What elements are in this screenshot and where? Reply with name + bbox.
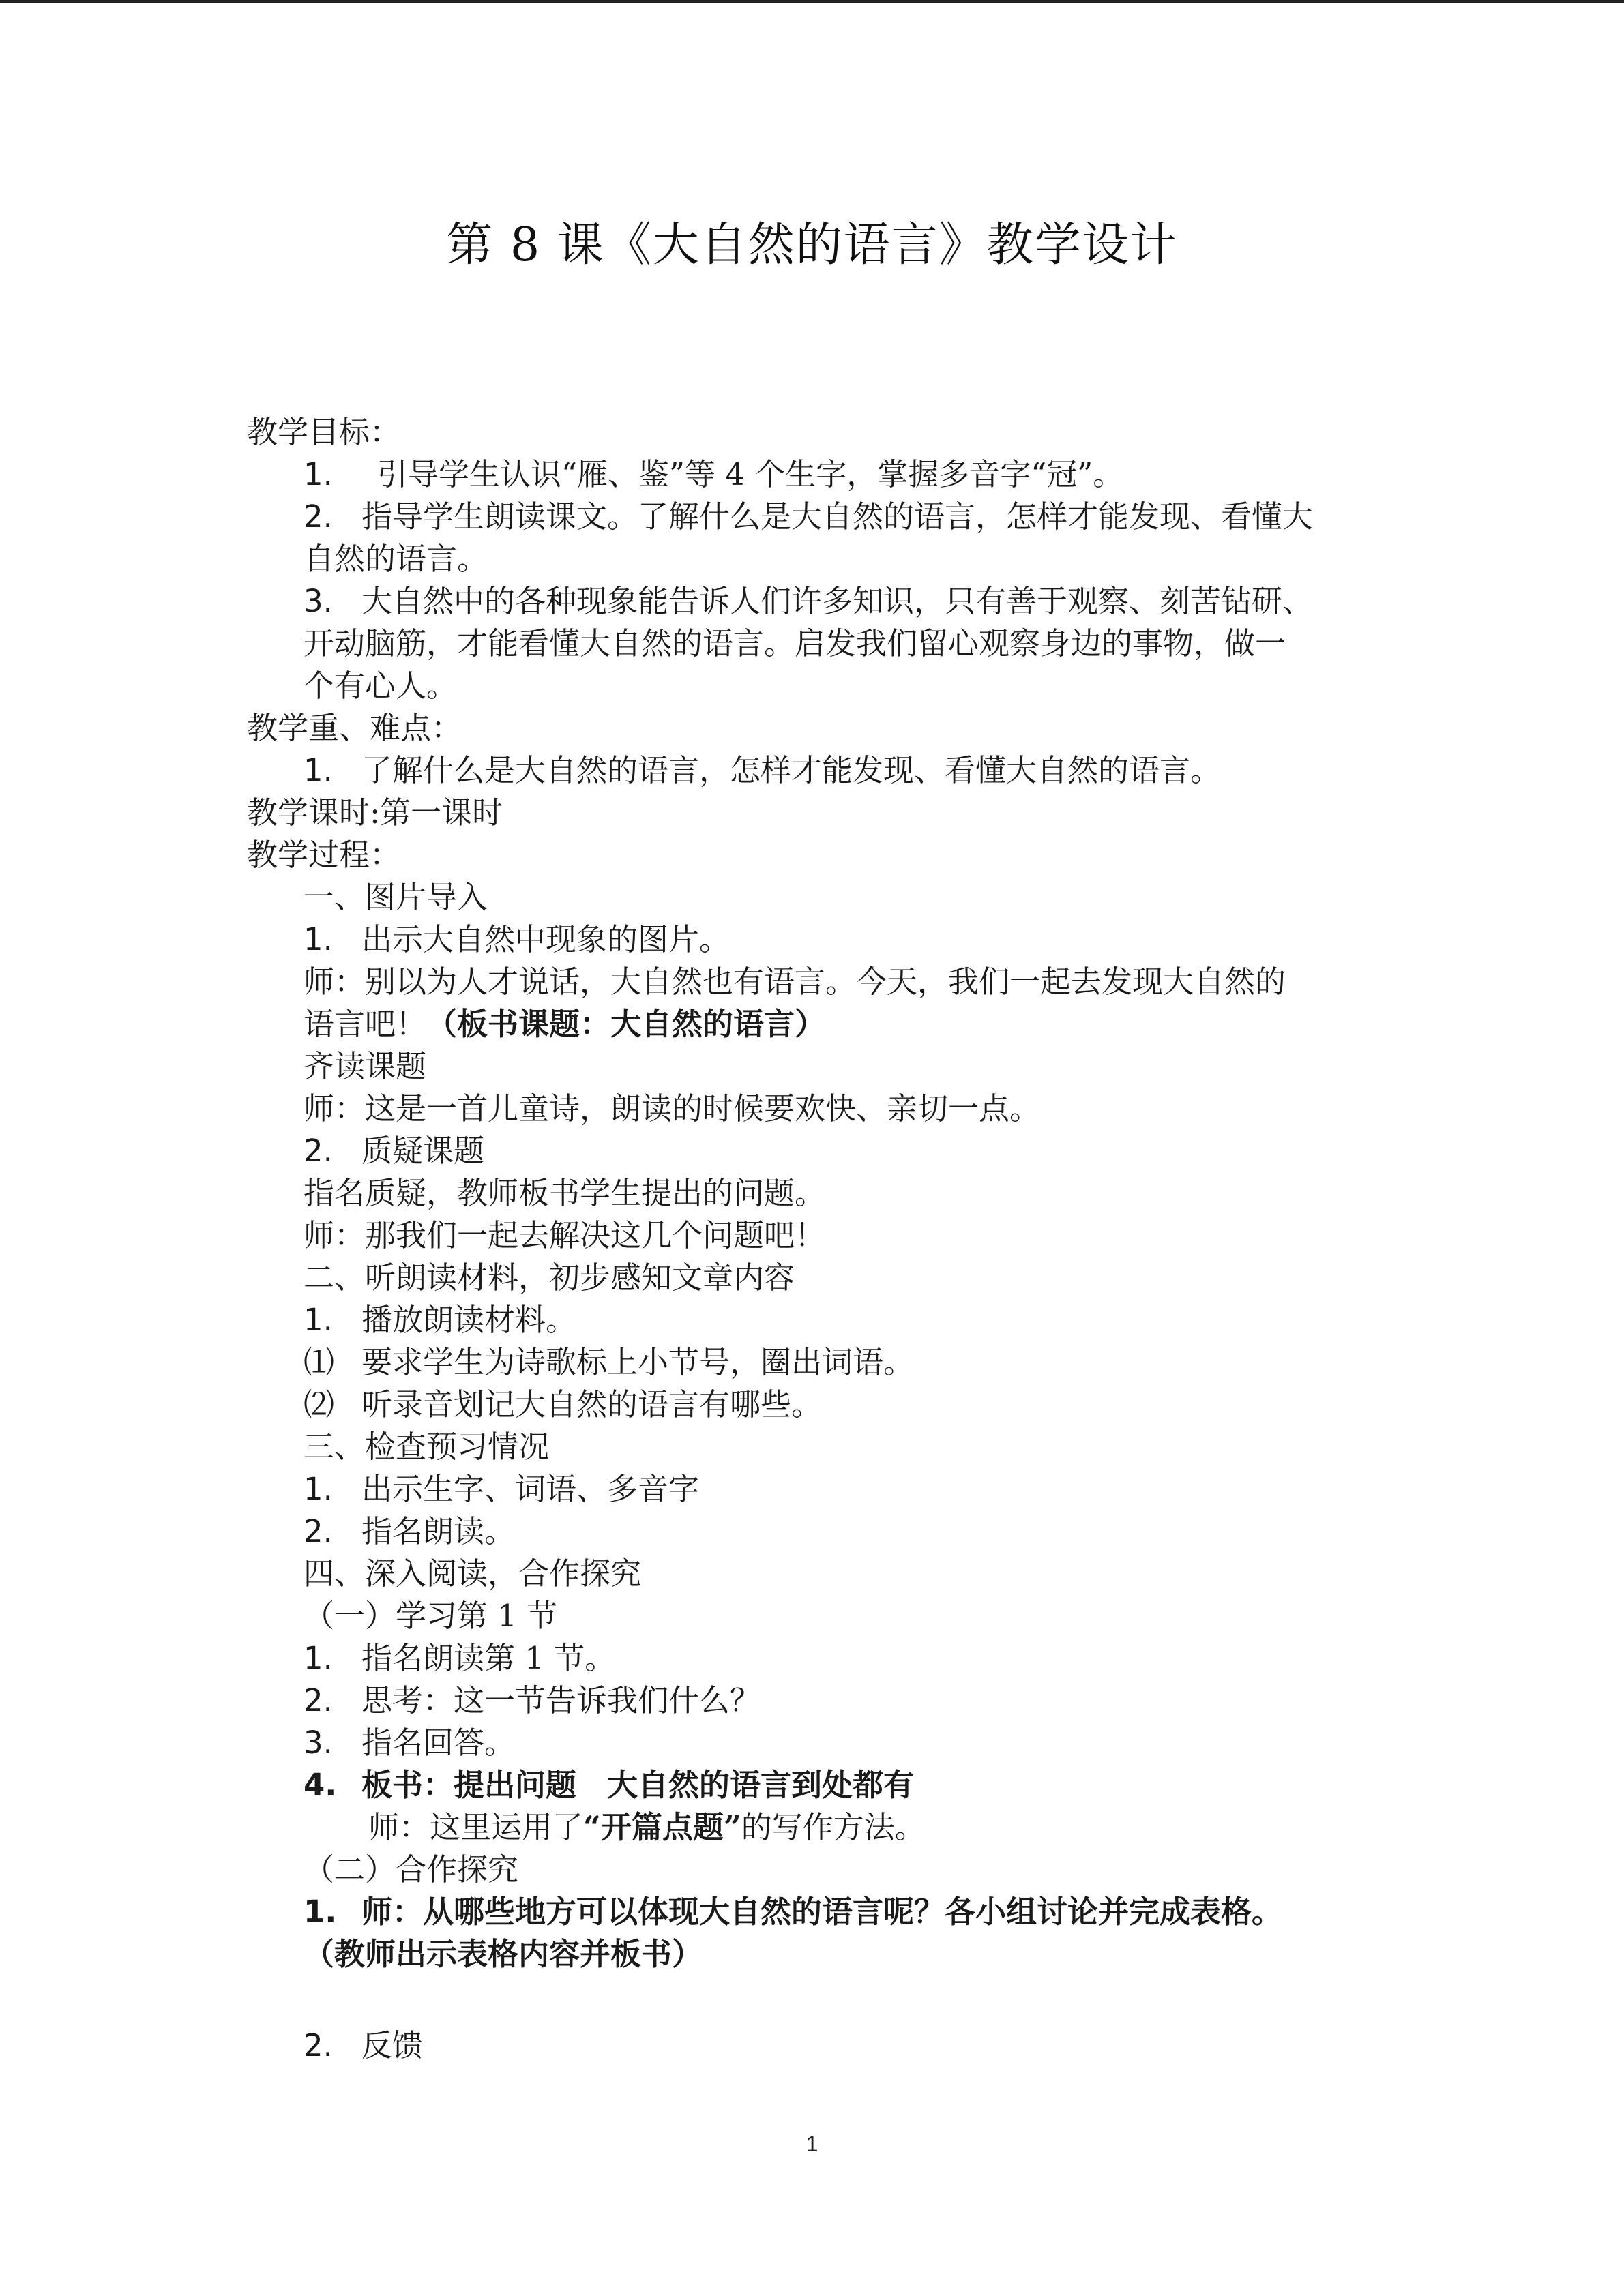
part-1-item-3-text: 指名回答。 bbox=[361, 1725, 516, 1761]
section-2-item-1-number: 1. bbox=[304, 1302, 333, 1338]
objective-1-text: 引导学生认识“雁、鉴”等 4 个生字，掌握多音字“冠”。 bbox=[377, 456, 1124, 492]
objectives-heading: 教学目标： bbox=[247, 414, 401, 450]
part-1-item-1-text: 指名朗读第 1 节。 bbox=[361, 1640, 616, 1676]
part-2-item-1-text-line2: （教师出示表格内容并板书） bbox=[304, 1936, 703, 1972]
part-1-item-2-number: 2. bbox=[304, 1682, 333, 1718]
key-point-1-number: 1. bbox=[304, 752, 333, 788]
key-points-heading: 教学重、难点： bbox=[247, 710, 462, 746]
part-1-item-3-number: 3. bbox=[304, 1725, 333, 1761]
section-2-subitem-2-number: ⑵ bbox=[304, 1386, 335, 1422]
part-1-item-2 bbox=[304, 1680, 761, 1722]
section-2-subitem-1 bbox=[304, 1341, 914, 1384]
objective-3-text-line3: 个有心人。 bbox=[304, 668, 458, 704]
teacher-intro-line2 bbox=[304, 1003, 825, 1045]
objective-2-text-line2: 自然的语言。 bbox=[304, 541, 488, 577]
section-4-title: 四、深入阅读，合作探究 bbox=[304, 1555, 642, 1592]
section-1-item-1 bbox=[304, 919, 730, 961]
part-2-item-2 bbox=[304, 2025, 423, 2067]
section-3-item-2-number: 2. bbox=[304, 1513, 333, 1549]
section-1-item-1-number: 1. bbox=[304, 921, 333, 957]
part-1-item-1-number: 1. bbox=[304, 1640, 333, 1676]
teacher-solve-note: 师：那我们一起去解决这几个问题吧！ bbox=[304, 1217, 826, 1253]
section-2-item-1 bbox=[304, 1299, 576, 1341]
part-1-item-2-text: 思考：这一节告诉我们什么？ bbox=[361, 1682, 761, 1718]
teacher-intro-line1: 师：别以为人才说话，大自然也有语言。今天，我们一起去发现大自然的 bbox=[304, 964, 1286, 1000]
teacher-intro-line2-text: 语言吧！ bbox=[304, 1006, 427, 1042]
key-point-item-1 bbox=[304, 749, 1221, 792]
section-3-item-1 bbox=[304, 1468, 699, 1510]
teacher-method-note-post: 的写作方法。 bbox=[741, 1809, 926, 1845]
class-hours: 教学课时:第一课时 bbox=[247, 794, 503, 831]
objective-3-number: 3. bbox=[304, 583, 333, 619]
part-2-item-1-text-line1: 师：从哪些地方可以体现大自然的语言呢？各小组讨论并完成表格。 bbox=[361, 1894, 1283, 1930]
part-1-item-4-text: 板书：提出问题 大自然的语言到处都有 bbox=[361, 1767, 915, 1803]
objective-2-number: 2. bbox=[304, 498, 333, 535]
question-instruction: 指名质疑，教师板书学生提出的问题。 bbox=[304, 1175, 826, 1211]
objective-3-text-line2: 开动脑筋，才能看懂大自然的语言。启发我们留心观察身边的事物，做一 bbox=[304, 625, 1286, 661]
section-1-item-2-text: 质疑课题 bbox=[361, 1133, 485, 1169]
objective-item-2 bbox=[304, 496, 1313, 538]
section-2-subitem-1-number: ⑴ bbox=[304, 1344, 335, 1380]
section-2-subitem-1-text: 要求学生为诗歌标上小节号，圈出词语。 bbox=[361, 1344, 915, 1380]
part-1-item-3 bbox=[304, 1722, 515, 1764]
part-1-item-4-number: 4. bbox=[304, 1767, 337, 1803]
section-2-item-1-text: 播放朗读材料。 bbox=[361, 1302, 577, 1338]
section-2-title: 二、听朗读材料，初步感知文章内容 bbox=[304, 1259, 795, 1296]
part-1-item-1 bbox=[304, 1637, 615, 1680]
teacher-method-note-pre: 师：这里运用了 bbox=[368, 1809, 584, 1845]
section-3-title: 三、检查预习情况 bbox=[304, 1429, 550, 1465]
objective-item-3 bbox=[304, 580, 1313, 623]
section-2-subitem-2-text: 听录音划记大自然的语言有哪些。 bbox=[361, 1386, 823, 1422]
objective-2-text-line1: 指导学生朗读课文。了解什么是大自然的语言，怎样才能发现、看懂大 bbox=[361, 498, 1314, 535]
objective-1-number: 1. bbox=[304, 456, 333, 492]
part-2-item-1 bbox=[304, 1891, 1282, 1933]
section-3-item-2 bbox=[304, 1510, 515, 1553]
page-top-border bbox=[0, 0, 1624, 3]
key-point-1-text: 了解什么是大自然的语言，怎样才能发现、看懂大自然的语言。 bbox=[361, 752, 1222, 788]
part-2-item-2-number: 2. bbox=[304, 2027, 333, 2063]
method-name: “开篇点题” bbox=[583, 1809, 741, 1845]
process-heading: 教学过程： bbox=[247, 837, 401, 873]
read-title-instruction: 齐读课题 bbox=[304, 1048, 427, 1084]
section-2-subitem-2 bbox=[304, 1384, 822, 1426]
part-1-item-4 bbox=[304, 1764, 914, 1806]
section-3-item-2-text: 指名朗读。 bbox=[361, 1513, 516, 1549]
section-3-item-1-number: 1. bbox=[304, 1471, 333, 1507]
objective-3-text-line1: 大自然中的各种现象能告诉人们许多知识，只有善于观察、刻苦钻研、 bbox=[361, 583, 1314, 619]
board-title-note: （板书课题：大自然的语言） bbox=[426, 1006, 826, 1042]
part-2-item-2-text: 反馈 bbox=[361, 2027, 424, 2063]
section-4-part-1-title: （一）学习第 1 节 bbox=[304, 1598, 558, 1634]
teacher-method-note bbox=[368, 1806, 926, 1849]
section-4-part-2-title: （二）合作探究 bbox=[304, 1851, 519, 1888]
page-number: 1 bbox=[806, 2132, 818, 2156]
part-2-item-1-number: 1. bbox=[304, 1894, 337, 1930]
section-1-item-2 bbox=[304, 1130, 484, 1172]
document-title: 第 8 课《大自然的语言》教学设计 bbox=[446, 218, 1178, 272]
teacher-poem-note: 师：这是一首儿童诗，朗读的时候要欢快、亲切一点。 bbox=[304, 1090, 1041, 1127]
section-1-item-2-number: 2. bbox=[304, 1133, 333, 1169]
section-1-title: 一、图片导入 bbox=[304, 879, 488, 915]
section-3-item-1-text: 出示生字、词语、多音字 bbox=[361, 1471, 700, 1507]
section-1-item-1-text: 出示大自然中现象的图片。 bbox=[361, 921, 730, 957]
objective-item-1 bbox=[304, 453, 1123, 496]
